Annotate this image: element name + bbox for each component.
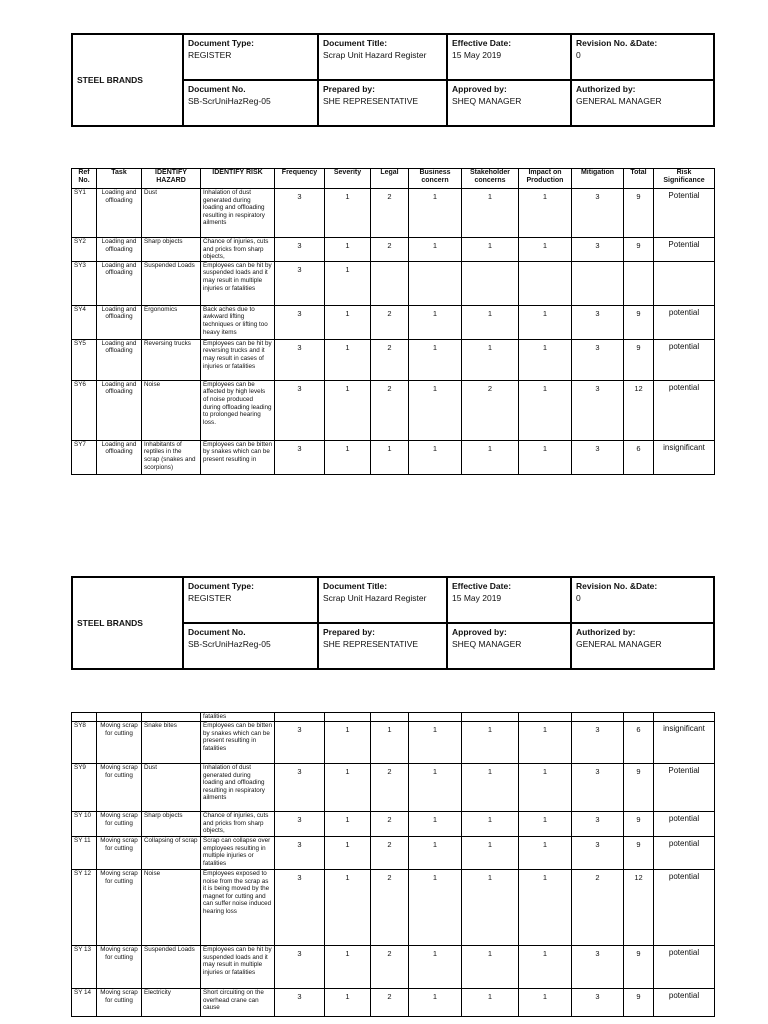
authorized-value: GENERAL MANAGER: [576, 639, 662, 649]
row-hazard: Suspended Loads: [142, 946, 201, 989]
row-business: 1: [409, 764, 462, 812]
row-hazard: Snake bites: [142, 722, 201, 764]
doc-no-label: Document No.: [188, 627, 246, 637]
row-impact: 1: [519, 722, 572, 764]
row-legal: 2: [371, 305, 409, 339]
row-frequency: 3: [275, 812, 325, 837]
row-significance: insignificant: [654, 440, 715, 474]
doc-title-cell: [318, 34, 447, 80]
col-mitigation: Mitigation: [572, 169, 624, 189]
col-ref: Ref No.: [72, 169, 97, 189]
effective-date-label: Effective Date:: [452, 38, 512, 48]
row-hazard: Ergonomics: [142, 305, 201, 339]
row-total: 6: [624, 440, 654, 474]
row-significance: potential: [654, 870, 715, 946]
row-task: Moving scrap for cutting: [97, 870, 142, 946]
row-risk: Employees can be hit by suspended loads and it may result in multiple injuries or fatalities: [201, 946, 275, 989]
row-risk: Scrap can collapse over employees resulting in multiple injuries or fatalities: [201, 837, 275, 870]
prepared-label: Prepared by:: [323, 84, 375, 94]
row-total: [624, 261, 654, 305]
row-ref: SY7: [72, 440, 97, 474]
row-legal: 2: [371, 870, 409, 946]
table-row: [72, 946, 715, 989]
row-severity: 1: [325, 189, 371, 238]
row-business: 1: [409, 305, 462, 339]
row-severity: 1: [325, 722, 371, 764]
effective-date-value: 15 May 2019: [452, 593, 502, 603]
row-business: 1: [409, 440, 462, 474]
row-legal: 2: [371, 837, 409, 870]
row-hazard: Suspended Loads: [142, 261, 201, 305]
row-ref: SY2: [72, 238, 97, 262]
table-row: [72, 870, 715, 946]
row-risk: Employees can be hit by suspended loads and it may result in multiple injuries or fatalities: [201, 261, 275, 305]
row-task: Loading and offloading: [97, 189, 142, 238]
row-impact: 1: [519, 837, 572, 870]
table-row: [72, 238, 715, 262]
row-frequency: 3: [275, 764, 325, 812]
row-total: 9: [624, 238, 654, 262]
row-ref: SY9: [72, 764, 97, 812]
row-stakeholder: 1: [462, 837, 519, 870]
revision-value: 0: [576, 50, 581, 60]
row-severity: 1: [325, 946, 371, 989]
row-task: Moving scrap for cutting: [97, 764, 142, 812]
row-significance: potential: [654, 339, 715, 380]
col-frequency: Frequency: [275, 169, 325, 189]
row-business: 1: [409, 189, 462, 238]
row-ref: SY5: [72, 339, 97, 380]
row-frequency: 3: [275, 722, 325, 764]
company-name: STEEL BRANDS: [72, 34, 183, 126]
row-mitigation: 3: [572, 238, 624, 262]
doc-type-value: REGISTER: [188, 593, 232, 603]
authorized-label: Authorized by:: [576, 84, 636, 94]
continuation-row: [72, 713, 715, 722]
row-mitigation: 3: [572, 189, 624, 238]
doc-type-cell: [183, 34, 318, 80]
doc-no-label: Document No.: [188, 84, 246, 94]
table-row: [72, 305, 715, 339]
row-frequency: 3: [275, 305, 325, 339]
row-mitigation: 3: [572, 380, 624, 440]
row-task: Moving scrap for cutting: [97, 946, 142, 989]
row-legal: [371, 261, 409, 305]
col-significance: Risk Significance: [654, 169, 715, 189]
row-significance: [654, 261, 715, 305]
row-frequency: 3: [275, 870, 325, 946]
authorized-cell: [571, 80, 714, 126]
prepared-value: SHE REPRESENTATIVE: [323, 639, 419, 649]
row-task: Loading and offloading: [97, 238, 142, 262]
doc-no-cell: [183, 80, 318, 126]
row-hazard: Dust: [142, 764, 201, 812]
row-task: Loading and offloading: [97, 305, 142, 339]
approved-value: SHEQ MANAGER: [452, 639, 522, 649]
row-hazard: Noise: [142, 380, 201, 440]
doc-type-label: Document Type:: [188, 581, 254, 591]
row-severity: 1: [325, 238, 371, 262]
row-ref: SY 10: [72, 812, 97, 837]
table-row: [72, 722, 715, 764]
table-row: [72, 837, 715, 870]
row-legal: 2: [371, 238, 409, 262]
row-stakeholder: 1: [462, 440, 519, 474]
row-legal: 2: [371, 764, 409, 812]
hazard-register-table-2: [71, 712, 715, 1017]
row-frequency: 3: [275, 380, 325, 440]
row-legal: 1: [371, 722, 409, 764]
row-significance: insignificant: [654, 722, 715, 764]
row-mitigation: 3: [572, 812, 624, 837]
row-ref: SY 11: [72, 837, 97, 870]
row-ref: SY6: [72, 380, 97, 440]
row-ref: SY4: [72, 305, 97, 339]
row-stakeholder: 1: [462, 189, 519, 238]
row-task: Moving scrap for cutting: [97, 722, 142, 764]
prepared-value: SHE REPRESENTATIVE: [323, 96, 419, 106]
row-business: [409, 261, 462, 305]
doc-type-label: Document Type:: [188, 38, 254, 48]
doc-no-value: SB-ScrUniHazReg-05: [188, 96, 271, 106]
effective-date-cell: [447, 577, 571, 623]
row-severity: 1: [325, 870, 371, 946]
document-header-1: [71, 33, 715, 127]
row-risk: Inhalation of dust generated during loading and offloading resulting in respiratory ailments: [201, 764, 275, 812]
table-row: [72, 440, 715, 474]
row-task: Moving scrap for cutting: [97, 837, 142, 870]
row-stakeholder: 1: [462, 305, 519, 339]
row-significance: Potential: [654, 238, 715, 262]
row-impact: 1: [519, 764, 572, 812]
row-significance: potential: [654, 946, 715, 989]
row-total: 6: [624, 722, 654, 764]
effective-date-label: Effective Date:: [452, 581, 512, 591]
row-total: 9: [624, 305, 654, 339]
row-hazard: Sharp objects: [142, 238, 201, 262]
row-frequency: 3: [275, 837, 325, 870]
row-impact: 1: [519, 989, 572, 1017]
row-significance: potential: [654, 812, 715, 837]
row-total: 12: [624, 380, 654, 440]
doc-title-label: Document Title:: [323, 38, 388, 48]
row-risk: Inhalation of dust generated during loading and offloading resulting in respiratory ailments: [201, 189, 275, 238]
row-impact: 1: [519, 339, 572, 380]
row-task: Loading and offloading: [97, 261, 142, 305]
table-row: [72, 339, 715, 380]
effective-date-value: 15 May 2019: [452, 50, 502, 60]
doc-title-value: Scrap Unit Hazard Register: [323, 50, 427, 60]
row-severity: 1: [325, 764, 371, 812]
row-task: Moving scrap for cutting: [97, 989, 142, 1017]
row-stakeholder: 1: [462, 722, 519, 764]
row-business: 1: [409, 812, 462, 837]
row-mitigation: 3: [572, 837, 624, 870]
revision-cell: [571, 577, 714, 623]
row-frequency: 3: [275, 440, 325, 474]
prepared-cell: [318, 80, 447, 126]
continuation-text: fatalities: [201, 713, 275, 722]
row-total: 9: [624, 946, 654, 989]
row-frequency: 3: [275, 189, 325, 238]
row-task: Loading and offloading: [97, 380, 142, 440]
row-total: 9: [624, 339, 654, 380]
row-hazard: Reversing trucks: [142, 339, 201, 380]
row-severity: 1: [325, 305, 371, 339]
table-header-row: [72, 169, 715, 189]
row-severity: 1: [325, 837, 371, 870]
row-stakeholder: 1: [462, 989, 519, 1017]
row-legal: 2: [371, 189, 409, 238]
row-mitigation: 3: [572, 764, 624, 812]
row-stakeholder: 1: [462, 339, 519, 380]
row-severity: 1: [325, 380, 371, 440]
table-row: [72, 764, 715, 812]
doc-type-value: REGISTER: [188, 50, 232, 60]
table-row: [72, 812, 715, 837]
col-task: Task: [97, 169, 142, 189]
row-severity: 1: [325, 989, 371, 1017]
authorized-cell: [571, 623, 714, 669]
row-task: Loading and offloading: [97, 339, 142, 380]
revision-cell: [571, 34, 714, 80]
row-mitigation: 3: [572, 339, 624, 380]
row-stakeholder: 1: [462, 238, 519, 262]
row-business: 1: [409, 339, 462, 380]
row-ref: SY3: [72, 261, 97, 305]
row-business: 1: [409, 989, 462, 1017]
row-legal: 2: [371, 946, 409, 989]
row-risk: Back aches due to awkward lifting techniques or lifting too heavy items: [201, 305, 275, 339]
row-mitigation: 3: [572, 946, 624, 989]
row-stakeholder: 1: [462, 764, 519, 812]
row-mitigation: 3: [572, 305, 624, 339]
row-stakeholder: 1: [462, 870, 519, 946]
approved-value: SHEQ MANAGER: [452, 96, 522, 106]
hazard-register-table-1: [71, 168, 715, 475]
row-total: 9: [624, 837, 654, 870]
row-business: 1: [409, 380, 462, 440]
row-severity: 1: [325, 261, 371, 305]
row-ref: SY 14: [72, 989, 97, 1017]
row-business: 1: [409, 946, 462, 989]
table-row: [72, 989, 715, 1017]
row-risk: Employees can be bitten by snakes which can be present resulting in fatalities: [201, 722, 275, 764]
row-impact: 1: [519, 440, 572, 474]
row-stakeholder: 1: [462, 946, 519, 989]
row-legal: 2: [371, 339, 409, 380]
row-legal: 2: [371, 380, 409, 440]
effective-date-cell: [447, 34, 571, 80]
row-risk: Short circuiting on the overhead crane can cause: [201, 989, 275, 1017]
row-task: Moving scrap for cutting: [97, 812, 142, 837]
row-ref: SY 12: [72, 870, 97, 946]
row-frequency: 3: [275, 261, 325, 305]
col-legal: Legal: [371, 169, 409, 189]
row-business: 1: [409, 238, 462, 262]
row-mitigation: 3: [572, 440, 624, 474]
table-row: [72, 380, 715, 440]
row-legal: 2: [371, 989, 409, 1017]
row-stakeholder: 2: [462, 380, 519, 440]
row-frequency: 3: [275, 946, 325, 989]
row-impact: 1: [519, 812, 572, 837]
document-header-2: [71, 576, 715, 670]
row-hazard: Dust: [142, 189, 201, 238]
row-severity: 1: [325, 812, 371, 837]
row-impact: 1: [519, 946, 572, 989]
company-name: STEEL BRANDS: [72, 577, 183, 669]
doc-no-cell: [183, 623, 318, 669]
row-significance: Potential: [654, 764, 715, 812]
approved-label: Approved by:: [452, 84, 507, 94]
col-business: Business concern: [409, 169, 462, 189]
row-hazard: Noise: [142, 870, 201, 946]
row-ref: SY8: [72, 722, 97, 764]
row-hazard: Sharp objects: [142, 812, 201, 837]
row-mitigation: 2: [572, 870, 624, 946]
row-frequency: 3: [275, 989, 325, 1017]
row-stakeholder: 1: [462, 812, 519, 837]
row-frequency: 3: [275, 339, 325, 380]
revision-value: 0: [576, 593, 581, 603]
row-total: 9: [624, 764, 654, 812]
row-impact: 1: [519, 305, 572, 339]
prepared-label: Prepared by:: [323, 627, 375, 637]
row-risk: Chance of injuries, cuts and pricks from sharp objects,: [201, 238, 275, 262]
row-impact: 1: [519, 238, 572, 262]
row-total: 12: [624, 870, 654, 946]
approved-cell: [447, 623, 571, 669]
row-impact: 1: [519, 189, 572, 238]
col-severity: Severity: [325, 169, 371, 189]
row-impact: 1: [519, 380, 572, 440]
row-risk: Employees exposed to noise from the scrap as it is being moved by the magnet for cutting and can suffer noise induced hearing loss: [201, 870, 275, 946]
row-significance: potential: [654, 837, 715, 870]
row-total: 9: [624, 812, 654, 837]
row-risk: Employees can be affected by high levels of noise produced during offloading leading to prolonged hearing loss.: [201, 380, 275, 440]
approved-label: Approved by:: [452, 627, 507, 637]
row-ref: SY 13: [72, 946, 97, 989]
authorized-label: Authorized by:: [576, 627, 636, 637]
row-legal: 1: [371, 440, 409, 474]
table-row: [72, 189, 715, 238]
doc-title-cell: [318, 577, 447, 623]
row-hazard: Inhabitants of reptiles in the scrap (snakes and scorpions): [142, 440, 201, 474]
row-business: 1: [409, 870, 462, 946]
row-legal: 2: [371, 812, 409, 837]
row-stakeholder: [462, 261, 519, 305]
row-significance: potential: [654, 305, 715, 339]
doc-no-value: SB-ScrUniHazReg-05: [188, 639, 271, 649]
col-stakeholder: Stakeholder concerns: [462, 169, 519, 189]
row-hazard: Electricity: [142, 989, 201, 1017]
revision-label: Revision No. &Date:: [576, 38, 658, 48]
row-mitigation: 3: [572, 722, 624, 764]
col-risk: IDENTIFY RISK: [201, 169, 275, 189]
row-risk: Employees can be hit by reversing trucks and it may result in cases of injuries or fatalities: [201, 339, 275, 380]
row-total: 9: [624, 189, 654, 238]
row-risk: Chance of injuries, cuts and pricks from sharp objects,: [201, 812, 275, 837]
row-significance: potential: [654, 380, 715, 440]
authorized-value: GENERAL MANAGER: [576, 96, 662, 106]
row-business: 1: [409, 722, 462, 764]
doc-type-cell: [183, 577, 318, 623]
row-severity: 1: [325, 339, 371, 380]
col-hazard: IDENTIFY HAZARD: [142, 169, 201, 189]
table-row: [72, 261, 715, 305]
row-frequency: 3: [275, 238, 325, 262]
approved-cell: [447, 80, 571, 126]
row-business: 1: [409, 837, 462, 870]
row-ref: SY1: [72, 189, 97, 238]
row-impact: [519, 261, 572, 305]
row-severity: 1: [325, 440, 371, 474]
row-task: Loading and offloading: [97, 440, 142, 474]
row-hazard: Collapsing of scrap: [142, 837, 201, 870]
row-mitigation: 3: [572, 989, 624, 1017]
row-total: 9: [624, 989, 654, 1017]
row-significance: potential: [654, 989, 715, 1017]
revision-label: Revision No. &Date:: [576, 581, 658, 591]
doc-title-label: Document Title:: [323, 581, 388, 591]
prepared-cell: [318, 623, 447, 669]
row-mitigation: [572, 261, 624, 305]
row-risk: Employees can be bitten by snakes which can be present resulting in: [201, 440, 275, 474]
doc-title-value: Scrap Unit Hazard Register: [323, 593, 427, 603]
row-significance: Potential: [654, 189, 715, 238]
col-impact: Impact on Production: [519, 169, 572, 189]
row-impact: 1: [519, 870, 572, 946]
col-total: Total: [624, 169, 654, 189]
